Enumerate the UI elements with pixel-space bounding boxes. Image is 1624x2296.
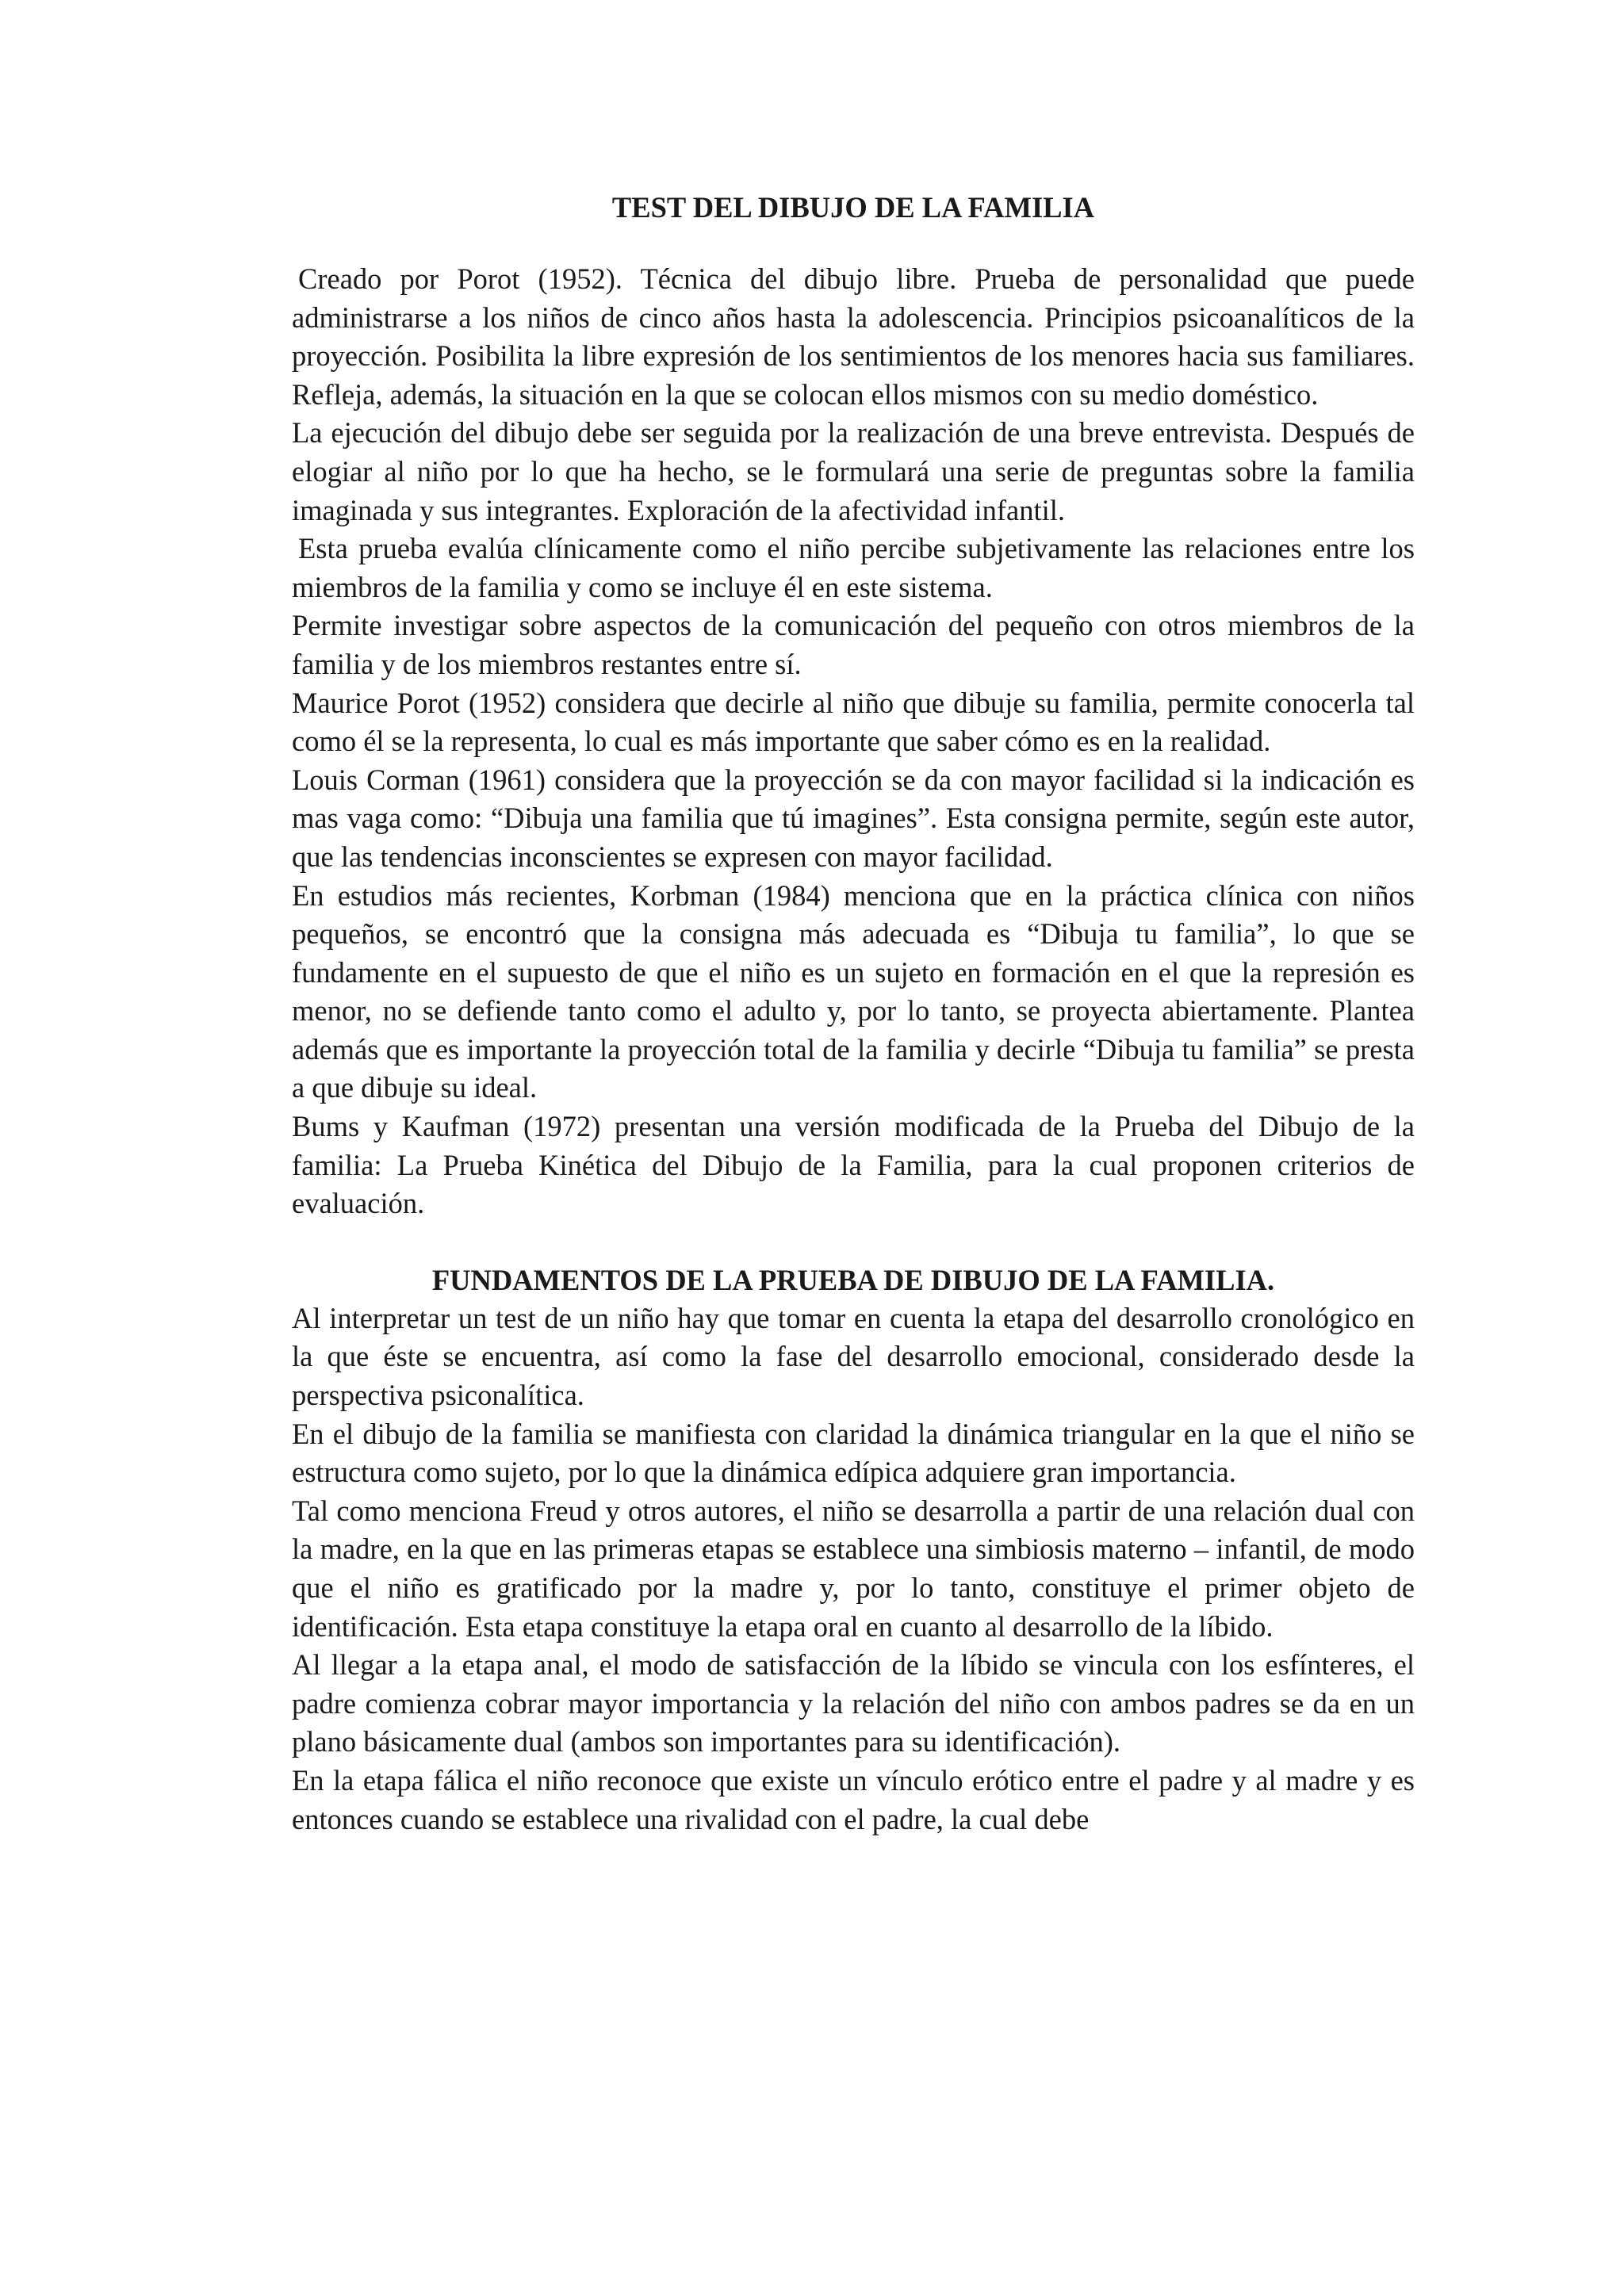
paragraph-maurice-porot: Maurice Porot (1952) considera que decirle al niño que dibuje su familia, permite conocerla tal como él se la representa, lo cual es más importante que saber cómo es en la realidad. xyxy=(292,686,1415,758)
paragraph-evaluacion: Esta prueba evalúa clínicamente como el niño percibe subjetivamente las relaciones entre los miembros de la familia y como se incluye él en este sistema. xyxy=(292,532,1415,603)
paragraph-burns-kaufman: Bums y Kaufman (1972) presentan una versión modificada de la Prueba del Dibujo de la familia: La Prueba Kinética del Dibujo de la Familia, para la cual proponen criterios de evaluación. xyxy=(292,1110,1415,1220)
paragraph-ejecucion: La ejecución del dibujo debe ser seguida por la realización de una breve entrevista. Después de elogiar al niño por lo que ha hecho, se le formulará una serie de preguntas sobre la familia imaginada y sus integrantes. Exploración de la afectividad infantil. xyxy=(292,416,1415,526)
paragraph-etapa-anal: Al llegar a la etapa anal, el modo de satisfacción de la líbido se vincula con los esfínteres, el padre comienza cobrar mayor importancia y la relación del niño con ambos padres se da en un plano básicamente dual (ambos son importantes para su identificación). xyxy=(292,1648,1415,1758)
section-heading-fundamentos: FUNDAMENTOS DE LA PRUEBA DE DIBUJO DE LA FAMILIA. xyxy=(431,1263,1275,1296)
document-title: TEST DEL DIBUJO DE LA FAMILIA xyxy=(611,191,1095,224)
paragraph-korbman: En estudios más recientes, Korbman (1984) menciona que en la práctica clínica con niños pequeños, se encontró que la consigna más adecuada es “Dibuja tu familia”, lo que se fundamente en el supuesto de que el niño es un sujeto en formación en el que la represión es menor, no se defiende tanto como el adulto y, por lo tanto, se proyecta abiertamente. Plantea además que es importante la proyección total de la familia y decirle “Dibuja tu familia” se presta a que dibuje su ideal. xyxy=(292,878,1415,1104)
paragraph-freud: Tal como menciona Freud y otros autores, el niño se desarrolla a partir de una relación dual con la madre, en la que en las primeras etapas se establece una simbiosis materno – infantil, de modo que el niño es gratificado por la madre y, por lo tanto, constituye el primer objeto de identificación. Esta etapa constituye la etapa oral en cuanto al desarrollo de la líbido. xyxy=(292,1494,1415,1643)
paragraph-etapa-falica: En la etapa fálica el niño reconoce que existe un vínculo erótico entre el padre y al madre y es entonces cuando se establece una rivalidad con el padre, la cual debe xyxy=(292,1763,1415,1835)
paragraph-comunicacion: Permite investigar sobre aspectos de la comunicación del pequeño con otros miembros de la familia y de los miembros restantes entre sí. xyxy=(292,609,1415,680)
paragraph-intro: Creado por Porot (1952). Técnica del dibujo libre. Prueba de personalidad que puede administrarse a los niños de cinco años hasta la adolescencia. Principios psicoanalíticos de la proyección. Posibilita la libre expresión de los sentimientos de los menores hacia sus familiares. Refleja, además, la situación en la que se colocan ellos mismos con su medio doméstico. xyxy=(292,262,1415,411)
paragraph-interpretar: Al interpretar un test de un niño hay que tomar en cuenta la etapa del desarrollo cronológico en la que éste se encuentra, así como la fase del desarrollo emocional, considerado desde la perspectiva psiconalítica. xyxy=(292,1301,1415,1412)
paragraph-louis-corman: Louis Corman (1961) considera que la proyección se da con mayor facilidad si la indicación es mas vaga como: “Dibuja una familia que tú imagines”. Esta consigna permite, según este autor, que las tendencias inconscientes se expresen con mayor facilidad. xyxy=(292,763,1415,873)
paragraph-dinamica-triangular: En el dibujo de la familia se manifiesta con claridad la dinámica triangular en la que el niño se estructura como sujeto, por lo que la dinámica edípica adquiere gran importancia. xyxy=(292,1417,1415,1489)
document-body xyxy=(292,189,1415,1839)
